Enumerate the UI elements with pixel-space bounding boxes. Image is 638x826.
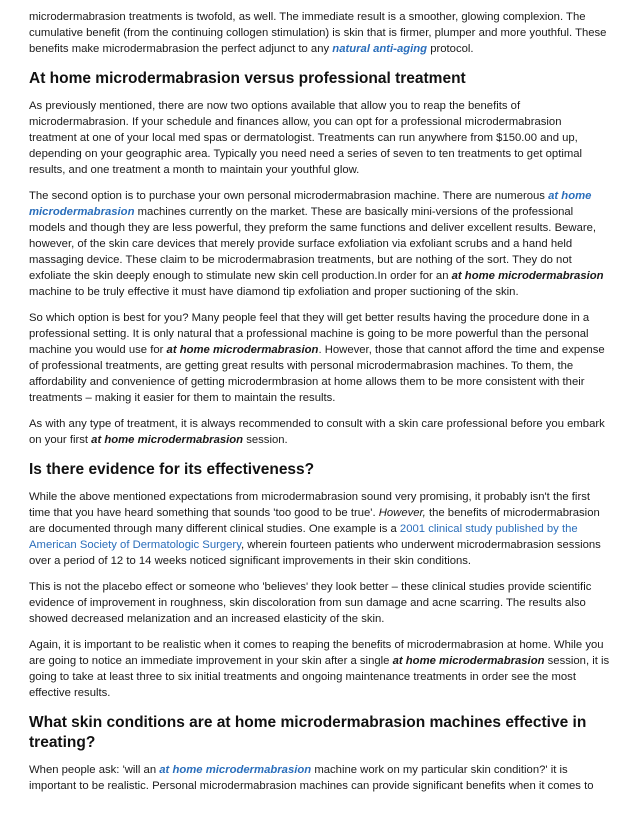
bold-term: at home microdermabrasion <box>451 270 604 282</box>
paragraph-two-options: As previously mentioned, there are now two options available that allow you to reap the benefits of microdermabrasion. If your schedule and finances allow, you can opt for a professional microdermabrasion treatment at one of your local med spas or dermatologist. Treatments can run anywhere from $150.00 and up, depending on your geographic area. Typically you need need a series of seven to ten treatments to get optimal results, and one treatment a month to maintain your youthful glow. <box>29 100 583 176</box>
paragraph-clinical-study: While the above mentioned expectations from microdermabrasion sound very promising, it probably isn't the first time that you have heard something that sounds 'too good to be true'. However, the benefits of microdermabrasion are documented through many different clinical studies. One example is a 2001 clinical study published by the American Society of Dermatologic Surgery, wherein fourteen patients who underwent microdermabrasion sessions over a period of 12 to 14 weeks noticed significant improvements in their skin conditions. <box>29 491 601 567</box>
at-home-microdermabrasion-link-2[interactable]: at home microdermabrasion <box>159 764 312 776</box>
heading-home-vs-professional: At home microdermabrasion versus professional treatment <box>29 70 466 87</box>
paragraph-realistic: Again, it is important to be realistic when it comes to reaping the benefits of microdermabrasion at home. While you are going to notice an immediate improvement in your skin after a single at home microdermabrasion session, it is going to take at least three to six initial treatments and ongoing maintenance treatments in order see the most effective results. <box>29 639 610 699</box>
paragraph-which-option: So which option is best for you? Many people feel that they will get better results having the procedure done in a professional setting. It is only natural that a professional machine is going to be more powerful than the personal machine you would use for at home microdermabrasion. However, those that cannot afford the time and expense of professional treatments, are getting great results with personal microdermabrasion machines. To them, the affordability and convenience of getting microdermbrasion at home allows them to be more consistent with their treatments – making it easier for them to maintain the results. <box>29 312 605 404</box>
bold-term: at home microdermabrasion <box>166 344 319 356</box>
paragraph-placebo: This is not the placebo effect or someone who 'believes' they look better – these clinical studies provide scientific evidence of improvement in roughness, skin discoloration from sun damage and acne scarring. The results also showed decreased melanization and an increased elasticity of the skin. <box>29 581 592 625</box>
paragraph-second-option: The second option is to purchase your own personal microdermabrasion machine. There are numerous at home microdermabrasion machines currently on the market. These are basically mini-versions of the professional models and though they are less powerful, they preform the same functions and deliver excellent results. Beware, however, of the skin care devices that merely provide surface exfoliation via exfoliant scrubs and a hand held massaging device. These claim to be microdermabrasion treatments, but are nothing of the sort. They do not exfoliate the skin deeply enough to stimulate new skin cell production.In order for an at home microdermabrasion machine to be truly effective it must have diamond tip exfoliation and proper suctioning of the skin. <box>29 190 604 298</box>
at-home-microdermabrasion-link[interactable]: at home microdermabrasion <box>29 190 592 218</box>
paragraph-intro: microdermabrasion treatments is twofold, as well. The immediate result is a smoother, glowing complexion. The cumulative benefit (from the continuing collogen stimulation) is skin that is firmer, plumper and more youthful. These benefits make microdermabrasion the perfect adjunct to any natural anti-aging protocol. <box>29 11 607 55</box>
heading-skin-conditions: What skin conditions are at home microdermabrasion machines effective in treating? <box>29 714 587 751</box>
bold-term: at home microdermabrasion <box>91 434 244 446</box>
bold-term: at home microdermabrasion <box>392 655 545 667</box>
paragraph-when-people-ask: When people ask: 'will an at home microdermabrasion machine work on my particular skin condition?' it is important to be realistic. Personal microdermabrasion machines can provide significant benefits when it comes to <box>29 764 594 792</box>
natural-anti-aging-link[interactable]: natural anti-aging <box>332 43 428 55</box>
heading-evidence: Is there evidence for its effectiveness? <box>29 461 315 478</box>
document-page <box>29 9 611 804</box>
paragraph-consult: As with any type of treatment, it is always recommended to consult with a skin care professional before you embark on your first at home microdermabrasion session. <box>29 418 605 446</box>
clinical-study-link[interactable]: 2001 clinical study published by the American Society of Dermatologic Surgery <box>29 523 578 551</box>
italic-however: However, <box>378 507 426 519</box>
